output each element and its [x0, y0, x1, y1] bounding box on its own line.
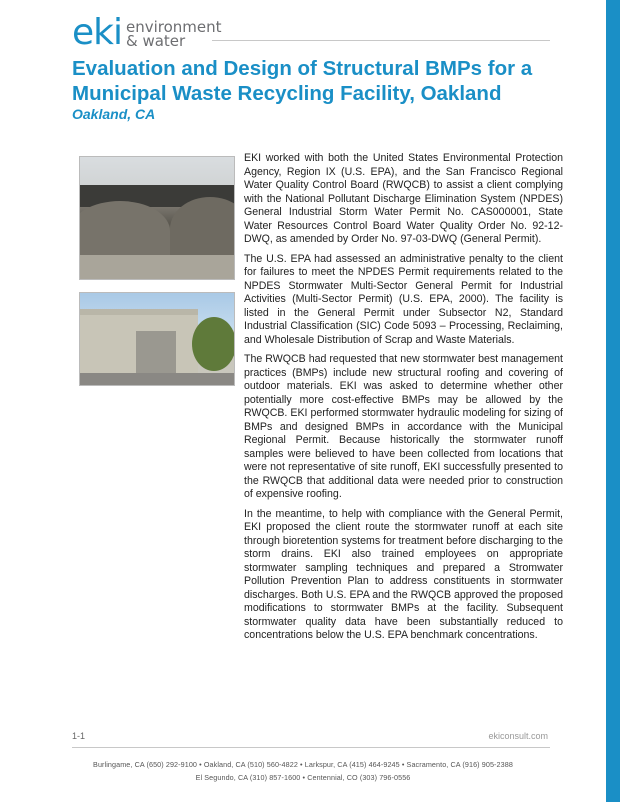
- project-description: [244, 152, 563, 649]
- logo-text: [126, 20, 222, 50]
- logo-line-2: & water: [126, 32, 186, 50]
- page-title: Evaluation and Design of Structural BMPs for a Municipal Waste Recycling Facility, Oakland: [72, 57, 533, 105]
- paragraph: The U.S. EPA had assessed an administrative penalty to the client for failures to meet the NPDES Permit requirements related to the NPDES Stormwater Multi-Sector General Permit for Industrial Activities (Multi-Sector Permit) (U.S. EPA, 2000). The facility is listed in the General Permit under Subsector N2, Standard Industrial Classification (SIC) Code 5093 – Processing, Reclaiming, and Wholesale Distribution of Scrap and Waste Materials.: [244, 252, 563, 346]
- photo-floor: [80, 255, 235, 280]
- facility-exterior-photo: [79, 292, 235, 386]
- logo-mark: eki: [72, 12, 122, 53]
- footer-divider: [72, 747, 550, 748]
- location-subtitle: Oakland, CA: [72, 106, 156, 122]
- photo-waste-pile: [79, 201, 170, 261]
- photo-roll-up-door: [136, 331, 176, 375]
- paragraph: In the meantime, to help with compliance with the General Permit, EKI proposed the client route the stormwater runoff at each site through bioretention systems for treatment before discharging to the storm drains. EKI also trained employees on appropriate stormwater sampling techniques and prepared a Stromwater Pollution Prevention Plan to address constituents in stormwater discharges. Both U.S. EPA and the RWQCB approved the proposed modifications to stormwater BMPs at the facility. Subsequent stormwater quality data have been substantially reduced to concentrations below the U.S. EPA benchmark concentrations.: [244, 507, 563, 641]
- office-contacts-line-2: El Segundo, CA (310) 857-1600 • Centennial, CO (303) 796-0556: [195, 773, 411, 782]
- paragraph: EKI worked with both the United States Environmental Protection Agency, Region IX (U.S. EPA), and the San Francisco Regional Water Quality Control Board (RWQCB) to assist a client complying with the National Pollutant Discharge Elimination System (NPDES) General Industrial Storm Water Permit No. CAS000001, State Water Resources Control Board Water Quality Order No. 92-12-DWQ, as amended by Order No. 97-03-DWQ (General Permit).: [244, 152, 563, 245]
- header-divider: [212, 40, 550, 41]
- photo-tree: [192, 317, 235, 371]
- paragraph: The RWQCB had requested that new stormwater best management practices (BMPs) include new structural roofing and covering of outdoor materials. EKI was asked to determine whether other potentially more cost-effective BMPs may be allowed by the RWQCB. EKI performed stormwater hydraulic modeling for sizing of BMPs and designed BMPs in accordance with the Municipal Regional Permit. Because historically the stormwater runoff samples were believed to have been collected from locations that were not representative of site runoff, EKI successfully presented to the RWQCB that additional data were needed prior to construction of expensive roofing.: [244, 353, 563, 500]
- photo-street: [80, 373, 235, 386]
- page-number: 1-1: [72, 731, 86, 741]
- accent-side-bar: [606, 0, 620, 802]
- office-contacts-line-1: Burlingame, CA (650) 292-9100 • Oakland, CA (510) 560-4822 • Larkspur, CA (415) 464-9245 • Sacramento, CA (916) 905-2388: [93, 760, 513, 769]
- website-link[interactable]: ekiconsult.com: [488, 731, 548, 741]
- logo-line-1: environment: [126, 18, 222, 36]
- waste-facility-interior-photo: [79, 156, 235, 280]
- photo-waste-pile: [170, 197, 235, 261]
- eki-logo: [72, 12, 222, 53]
